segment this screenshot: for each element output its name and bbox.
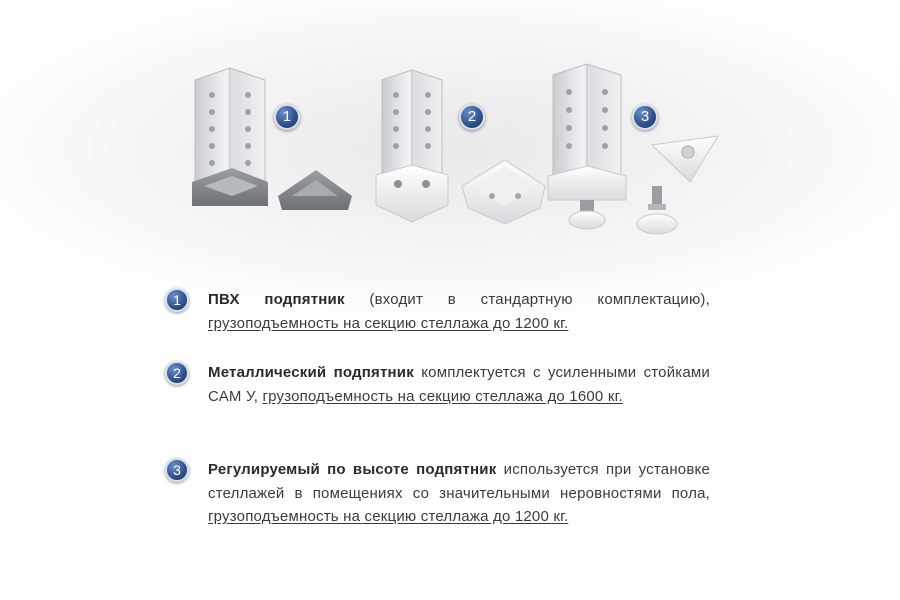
item-capacity: грузоподъемность на секцию стеллажа до 1200 кг.	[208, 314, 569, 332]
item-title: Металлический подпятник	[208, 364, 414, 381]
item-capacity: грузоподъемность на секцию стеллажа до 1600 кг.	[262, 387, 623, 405]
item-text	[208, 458, 710, 529]
illustration-badge-3: 3	[632, 104, 658, 130]
pvc-foot-group	[192, 68, 352, 210]
item-title: ПВХ подпятник	[208, 291, 345, 308]
item-2	[165, 361, 710, 408]
adjustable-foot-group	[548, 64, 718, 234]
item-capacity: грузоподъемность на секцию стеллажа до 1200 кг.	[208, 508, 569, 525]
item-text	[208, 288, 710, 335]
item-3	[165, 458, 710, 529]
item-number-badge: 3	[165, 458, 189, 482]
item-description: (входит в стандартную комплектацию),	[344, 291, 710, 308]
item-number-badge: 2	[165, 361, 189, 385]
item-1	[165, 288, 710, 335]
item-description: используется при установке стеллажей в помещениях со значительными неровностями пола,	[208, 461, 710, 502]
item-description: комплектуется с усиленными стойками САМ У,	[208, 364, 711, 405]
illustration-badge-1: 1	[274, 104, 300, 130]
foot-pads-illustration	[0, 0, 900, 260]
item-number-badge: 1	[165, 288, 189, 312]
item-text	[208, 361, 710, 408]
item-title: Регулируемый по высоте подпятник	[208, 461, 497, 478]
metal-foot-group	[376, 70, 545, 224]
illustration-badge-2: 2	[459, 104, 485, 130]
